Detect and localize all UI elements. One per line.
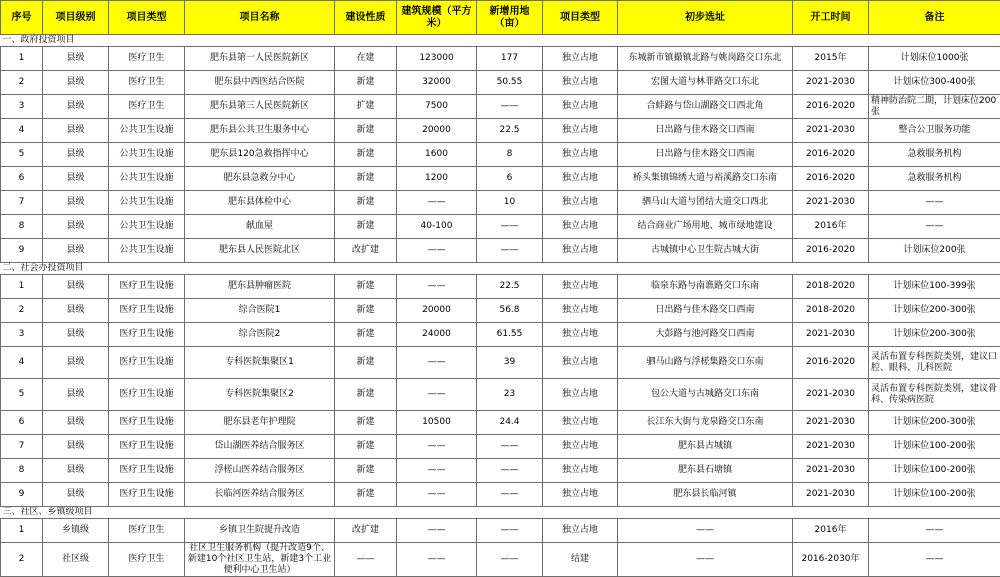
cell-index: 3 [1, 95, 43, 119]
cell-scale: 32000 [397, 71, 477, 95]
cell-nature: 新建 [335, 323, 397, 347]
table-row [1, 347, 1000, 379]
cell-note: —— [869, 191, 1000, 215]
cell-index: 8 [1, 459, 43, 483]
cell-name: 肥东县第一人民医院新区 [185, 47, 335, 71]
cell-index: 6 [1, 411, 43, 435]
cell-category: 独立占地 [543, 239, 618, 263]
cell-name: 肥东县急救分中心 [185, 167, 335, 191]
cell-scale: 20000 [397, 119, 477, 143]
header-col-nature: 建设性质 [335, 1, 397, 35]
cell-land: 39 [477, 347, 543, 379]
cell-site: 日出路与佳木路交口西南 [618, 143, 793, 167]
cell-level: 县级 [43, 275, 109, 299]
cell-scale: 24000 [397, 323, 477, 347]
table-row [1, 95, 1000, 119]
cell-land: 8 [477, 143, 543, 167]
cell-nature: 新建 [335, 275, 397, 299]
cell-name: 综合医院1 [185, 299, 335, 323]
cell-nature: 新建 [335, 119, 397, 143]
cell-category: 独立占地 [543, 71, 618, 95]
cell-level: 县级 [43, 459, 109, 483]
cell-start: 2021-2030 [793, 411, 869, 435]
cell-site: 驷马山大道与团结大道交口西北 [618, 191, 793, 215]
cell-note: —— [869, 543, 1000, 577]
cell-scale: —— [397, 519, 477, 543]
cell-start: 2018-2020 [793, 275, 869, 299]
cell-level: 县级 [43, 347, 109, 379]
cell-type: 医疗卫生 [109, 71, 185, 95]
cell-scale: 20000 [397, 299, 477, 323]
cell-start: 2021-2030 [793, 323, 869, 347]
cell-nature: 新建 [335, 215, 397, 239]
cell-category: 独立占地 [543, 167, 618, 191]
cell-site: 东城新市镇撮镇北路与姚岗路交口东北 [618, 47, 793, 71]
cell-type: 医疗卫生 [109, 47, 185, 71]
cell-type: 医疗卫生设施 [109, 379, 185, 411]
cell-nature: 新建 [335, 347, 397, 379]
cell-land: 50.55 [477, 71, 543, 95]
section-title: 一、政府投资项目 [1, 35, 1000, 47]
cell-nature: 新建 [335, 191, 397, 215]
cell-level: 县级 [43, 239, 109, 263]
cell-name: 肥东县老年护理院 [185, 411, 335, 435]
cell-land: —— [477, 435, 543, 459]
cell-note: —— [869, 215, 1000, 239]
cell-index: 9 [1, 239, 43, 263]
cell-index: 9 [1, 483, 43, 507]
cell-type: 医疗卫生 [109, 95, 185, 119]
cell-category: 独立占地 [543, 191, 618, 215]
cell-category: 独立占地 [543, 299, 618, 323]
cell-site: —— [618, 519, 793, 543]
cell-level: 社区级 [43, 543, 109, 577]
cell-type: 公共卫生设施 [109, 191, 185, 215]
section-header-row [1, 35, 1000, 47]
cell-index: 1 [1, 275, 43, 299]
cell-scale: —— [397, 543, 477, 577]
cell-index: 3 [1, 323, 43, 347]
cell-start: 2021-2030 [793, 191, 869, 215]
cell-start: 2021-2030 [793, 435, 869, 459]
cell-site: 肥东县长临河镇 [618, 483, 793, 507]
cell-name: 综合医院2 [185, 323, 335, 347]
cell-level: 县级 [43, 323, 109, 347]
cell-nature: 新建 [335, 143, 397, 167]
header-row [1, 1, 1000, 35]
cell-category: 独立占地 [543, 143, 618, 167]
cell-type: 公共卫生设施 [109, 215, 185, 239]
cell-nature: 新建 [335, 71, 397, 95]
cell-type: 医疗卫生设施 [109, 435, 185, 459]
header-col-category: 项目类型 [543, 1, 618, 35]
cell-name: 肥东县120急救指挥中心 [185, 143, 335, 167]
cell-note: 灵活布置专科医院类别，建议骨科、传染病医院 [869, 379, 1000, 411]
cell-level: 县级 [43, 215, 109, 239]
cell-start: 2016年 [793, 519, 869, 543]
table-row [1, 71, 1000, 95]
cell-start: 2018-2020 [793, 299, 869, 323]
cell-land: —— [477, 95, 543, 119]
section-title: 三、社区、乡镇级项目 [1, 507, 1000, 519]
cell-index: 8 [1, 215, 43, 239]
cell-scale: 123000 [397, 47, 477, 71]
cell-index: 4 [1, 347, 43, 379]
cell-name: 社区卫生服务机构（提升改造9个、新建10个社区卫生站，新建3个工业便利中心卫生站） [185, 543, 335, 577]
table-row [1, 519, 1000, 543]
cell-level: 县级 [43, 47, 109, 71]
header-col-index: 序号 [1, 1, 43, 35]
cell-start: 2016-2020 [793, 95, 869, 119]
cell-note: —— [869, 519, 1000, 543]
cell-start: 2016年 [793, 215, 869, 239]
cell-note: 计划床位200-300张 [869, 299, 1000, 323]
cell-category: 独立占地 [543, 435, 618, 459]
cell-scale: 10500 [397, 411, 477, 435]
cell-index: 7 [1, 191, 43, 215]
cell-level: 县级 [43, 95, 109, 119]
cell-note: 计划床位200-300张 [869, 411, 1000, 435]
cell-category: 独立占地 [543, 95, 618, 119]
table-row [1, 543, 1000, 577]
cell-level: 县级 [43, 435, 109, 459]
cell-nature: 新建 [335, 459, 397, 483]
table-row [1, 483, 1000, 507]
header-col-start: 开工时间 [793, 1, 869, 35]
table-row [1, 215, 1000, 239]
cell-site: 肥东县古城镇 [618, 435, 793, 459]
cell-land: 6 [477, 167, 543, 191]
cell-level: 县级 [43, 167, 109, 191]
cell-level: 县级 [43, 379, 109, 411]
cell-name: 肥东县中西医结合医院 [185, 71, 335, 95]
cell-note: 计划床位100-200张 [869, 459, 1000, 483]
cell-start: 2021-2030 [793, 483, 869, 507]
cell-type: 医疗卫生设施 [109, 347, 185, 379]
cell-scale: —— [397, 435, 477, 459]
cell-level: 县级 [43, 299, 109, 323]
cell-index: 1 [1, 519, 43, 543]
cell-category: 独立占地 [543, 47, 618, 71]
cell-name: 肥东县第三人民医院新区 [185, 95, 335, 119]
cell-note: 计划床位200-300张 [869, 323, 1000, 347]
table-row [1, 47, 1000, 71]
cell-site: 古城镇中心卫生院古城大街 [618, 239, 793, 263]
table-row [1, 239, 1000, 263]
cell-nature: 扩建 [335, 95, 397, 119]
cell-scale: —— [397, 483, 477, 507]
cell-land: 22.5 [477, 119, 543, 143]
cell-note: 灵活布置专科医院类别，建议口腔、眼科、儿科医院 [869, 347, 1000, 379]
cell-name: 长临河医养结合服务区 [185, 483, 335, 507]
table-row [1, 411, 1000, 435]
cell-start: 2016-2020 [793, 239, 869, 263]
cell-scale: —— [397, 347, 477, 379]
cell-nature: 在建 [335, 47, 397, 71]
cell-nature: 新建 [335, 167, 397, 191]
cell-type: 公共卫生设施 [109, 239, 185, 263]
cell-name: 专科医院集聚区2 [185, 379, 335, 411]
table-row [1, 435, 1000, 459]
cell-site: —— [618, 543, 793, 577]
cell-scale: 40-100 [397, 215, 477, 239]
cell-category: 独立占地 [543, 215, 618, 239]
cell-start: 2021-2030 [793, 379, 869, 411]
cell-nature: 新建 [335, 379, 397, 411]
cell-name: 专科医院集聚区1 [185, 347, 335, 379]
header-col-level: 项目级别 [43, 1, 109, 35]
cell-nature: 新建 [335, 435, 397, 459]
cell-site: 合蚌路与岱山湖路交口西北角 [618, 95, 793, 119]
cell-index: 5 [1, 379, 43, 411]
cell-type: 医疗卫生设施 [109, 323, 185, 347]
cell-name: 肥东县人民医院北区 [185, 239, 335, 263]
cell-category: 独立占地 [543, 483, 618, 507]
cell-level: 县级 [43, 191, 109, 215]
cell-land: 24.4 [477, 411, 543, 435]
cell-index: 5 [1, 143, 43, 167]
cell-type: 医疗卫生设施 [109, 275, 185, 299]
cell-site: 宏图大道与林菲路交口东北 [618, 71, 793, 95]
cell-site: 临泉东路与南谯路交口东南 [618, 275, 793, 299]
cell-category: 独立占地 [543, 323, 618, 347]
cell-start: 2021-2030 [793, 71, 869, 95]
cell-site: 日出路与佳木路交口西南 [618, 119, 793, 143]
cell-scale: —— [397, 191, 477, 215]
cell-land: —— [477, 519, 543, 543]
cell-nature: 新建 [335, 483, 397, 507]
cell-category: 独立占地 [543, 519, 618, 543]
cell-land: 23 [477, 379, 543, 411]
cell-name: 肥东县公共卫生服务中心 [185, 119, 335, 143]
cell-note: 急救服务机构 [869, 167, 1000, 191]
table-row [1, 379, 1000, 411]
cell-index: 2 [1, 299, 43, 323]
cell-start: 2021-2030 [793, 119, 869, 143]
cell-site: 结合商业广场用地、城市绿地建设 [618, 215, 793, 239]
cell-site: 日出路与佳木路交口西南 [618, 299, 793, 323]
cell-index: 2 [1, 543, 43, 577]
table-row [1, 459, 1000, 483]
cell-land: 10 [477, 191, 543, 215]
cell-category: 独立占地 [543, 347, 618, 379]
cell-site: 包公大道与古城路交口东南 [618, 379, 793, 411]
table-body [1, 35, 1000, 577]
cell-scale: 7500 [397, 95, 477, 119]
cell-index: 4 [1, 119, 43, 143]
header-col-site: 初步选址 [618, 1, 793, 35]
cell-site: 长江东大街与龙泉路交口东南 [618, 411, 793, 435]
cell-level: 乡镇级 [43, 519, 109, 543]
cell-nature: 新建 [335, 411, 397, 435]
header-col-note: 备注 [869, 1, 1000, 35]
table-row [1, 143, 1000, 167]
cell-note: 计划床位1000张 [869, 47, 1000, 71]
cell-type: 公共卫生设施 [109, 143, 185, 167]
cell-scale: 1200 [397, 167, 477, 191]
cell-nature: 新建 [335, 299, 397, 323]
cell-type: 医疗卫生设施 [109, 459, 185, 483]
cell-note: 整合公卫服务功能 [869, 119, 1000, 143]
cell-type: 医疗卫生设施 [109, 299, 185, 323]
cell-index: 2 [1, 71, 43, 95]
cell-land: 61.55 [477, 323, 543, 347]
cell-type: 医疗卫生 [109, 519, 185, 543]
cell-scale: —— [397, 379, 477, 411]
cell-land: —— [477, 459, 543, 483]
cell-note: 计划床位200张 [869, 239, 1000, 263]
cell-land: 56.8 [477, 299, 543, 323]
table-row [1, 299, 1000, 323]
cell-land: —— [477, 483, 543, 507]
cell-site: 肥东县石塘镇 [618, 459, 793, 483]
cell-start: 2016-2020 [793, 167, 869, 191]
cell-scale: —— [397, 239, 477, 263]
cell-scale: 1600 [397, 143, 477, 167]
cell-note: 计划床位300-400张 [869, 71, 1000, 95]
cell-name: 肥东县肿瘤医院 [185, 275, 335, 299]
cell-category: 独立占地 [543, 411, 618, 435]
cell-level: 县级 [43, 483, 109, 507]
cell-start: 2021-2030 [793, 459, 869, 483]
header-col-name: 项目名称 [185, 1, 335, 35]
cell-category: 独立占地 [543, 459, 618, 483]
cell-land: —— [477, 543, 543, 577]
cell-scale: —— [397, 275, 477, 299]
cell-index: 1 [1, 47, 43, 71]
cell-site: 大彭路与池河路交口西南 [618, 323, 793, 347]
cell-note: 计划床位100-200张 [869, 483, 1000, 507]
cell-land: 22.5 [477, 275, 543, 299]
cell-nature: 改扩建 [335, 239, 397, 263]
cell-type: 医疗卫生设施 [109, 483, 185, 507]
cell-index: 7 [1, 435, 43, 459]
cell-start: 2015年 [793, 47, 869, 71]
cell-note: 计划床位100-200张 [869, 435, 1000, 459]
table-row [1, 323, 1000, 347]
cell-note: 急救服务机构 [869, 143, 1000, 167]
table-row [1, 275, 1000, 299]
table-row [1, 167, 1000, 191]
cell-name: 乡镇卫生院提升改造 [185, 519, 335, 543]
cell-category: 独立占地 [543, 119, 618, 143]
cell-scale: —— [397, 459, 477, 483]
cell-category: 独立占地 [543, 275, 618, 299]
cell-type: 医疗卫生设施 [109, 411, 185, 435]
cell-name: 岱山湖医养结合服务区 [185, 435, 335, 459]
cell-note: 精神防治院二期，计划床位200张 [869, 95, 1000, 119]
table-row [1, 191, 1000, 215]
cell-start: 2016-2020 [793, 143, 869, 167]
table-row [1, 119, 1000, 143]
cell-note: 计划床位100-399张 [869, 275, 1000, 299]
cell-level: 县级 [43, 143, 109, 167]
cell-name: 献血屋 [185, 215, 335, 239]
section-header-row [1, 263, 1000, 275]
cell-start: 2016-2030年 [793, 543, 869, 577]
cell-land: —— [477, 215, 543, 239]
cell-site: 桥头集镇锦绣大道与裕溪路交口东南 [618, 167, 793, 191]
header-col-type: 项目类型 [109, 1, 185, 35]
cell-nature: 改扩建 [335, 519, 397, 543]
cell-start: 2016-2020 [793, 347, 869, 379]
cell-type: 公共卫生设施 [109, 167, 185, 191]
cell-name: 浮槎山医养结合服务区 [185, 459, 335, 483]
cell-index: 6 [1, 167, 43, 191]
cell-level: 县级 [43, 411, 109, 435]
section-title: 二、社会办投资项目 [1, 263, 1000, 275]
cell-name: 肥东县体检中心 [185, 191, 335, 215]
cell-site: 驷马山路与浮槎集路交口东南 [618, 347, 793, 379]
cell-category: 结建 [543, 543, 618, 577]
header-col-land: 新增用地（亩） [477, 1, 543, 35]
cell-type: 公共卫生设施 [109, 119, 185, 143]
section-header-row [1, 507, 1000, 519]
cell-type: 医疗卫生 [109, 543, 185, 577]
cell-level: 县级 [43, 71, 109, 95]
cell-category: 独立占地 [543, 379, 618, 411]
cell-land: —— [477, 239, 543, 263]
cell-land: 177 [477, 47, 543, 71]
header-col-scale: 建筑规模（平方米） [397, 1, 477, 35]
cell-nature: —— [335, 543, 397, 577]
cell-level: 县级 [43, 119, 109, 143]
